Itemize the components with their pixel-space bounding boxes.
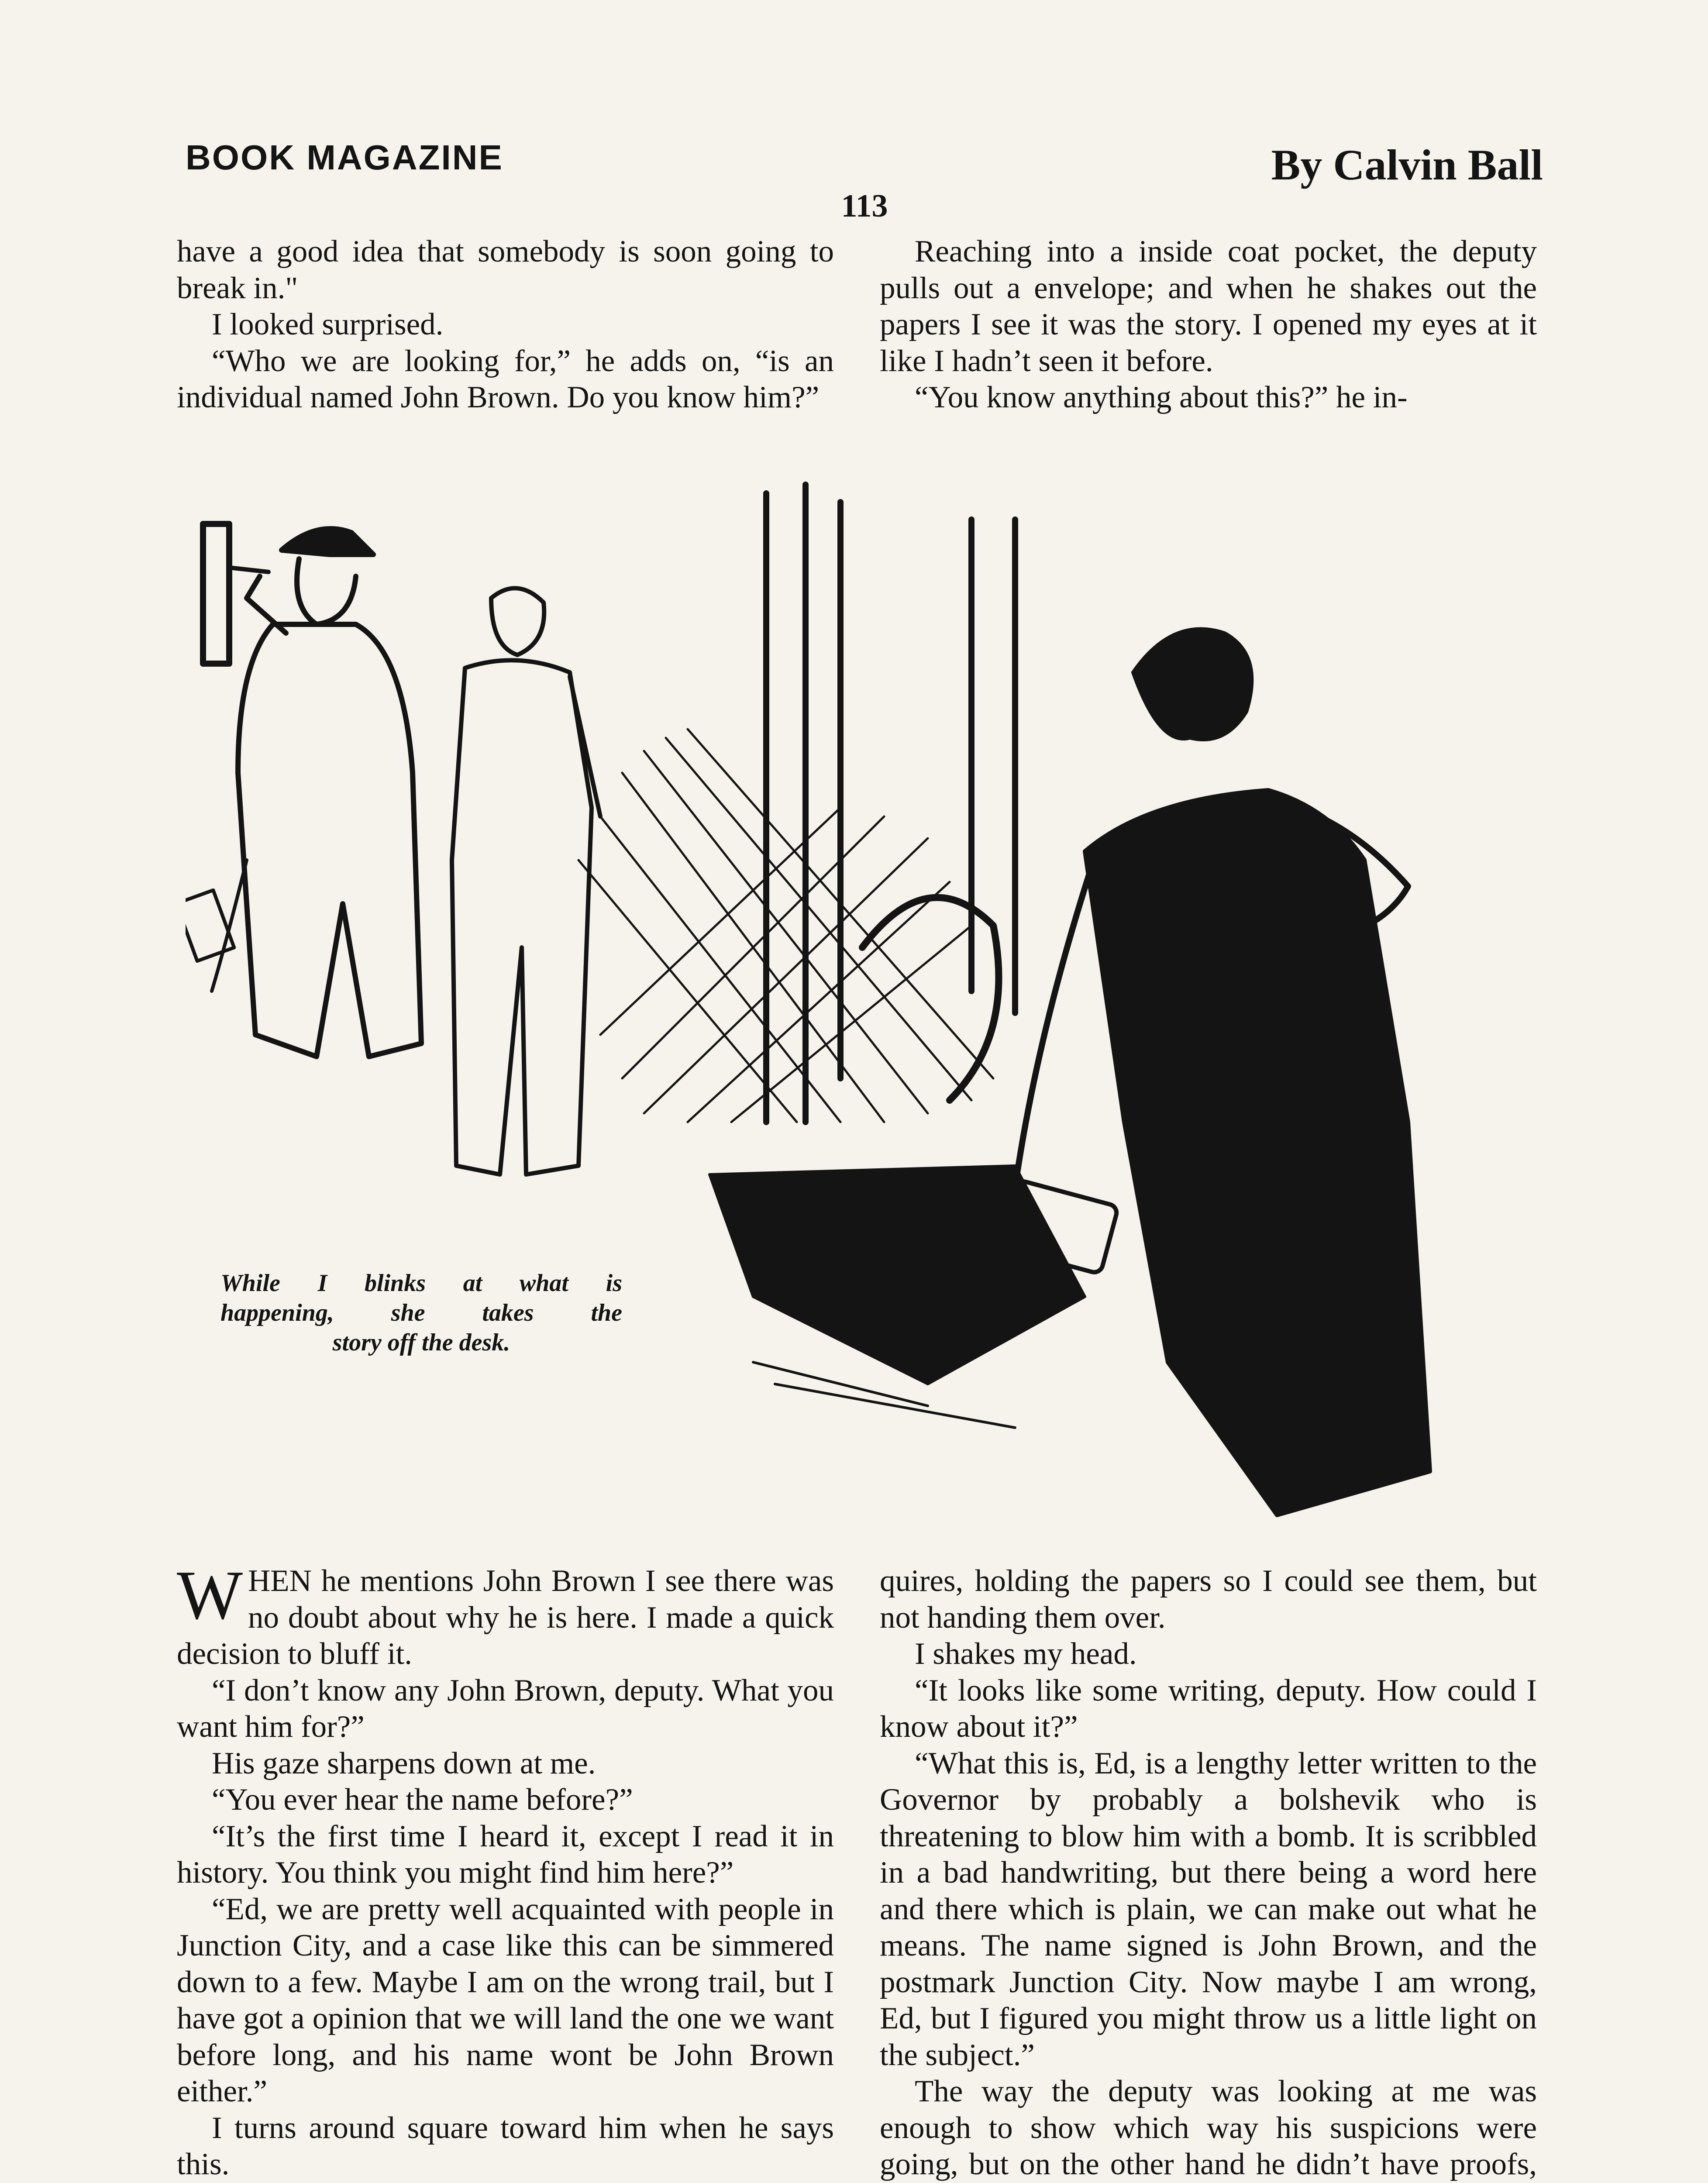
author-byline: By Calvin Ball [1271, 141, 1543, 189]
paragraph: “It’s the first time I heard it, except I read it in history. You think you might find him here?” [177, 1819, 834, 1890]
young-man-figure [452, 588, 600, 1174]
floor-shadow [709, 1166, 1085, 1384]
paragraph: “Ed, we are pretty well acquainted with people in Junction City, and a case like this can be simmered down to a few. Maybe I am on the wrong trail, but I have got a opinion that we will land the one we want before long, and his name wont be John Brown either.” [177, 1892, 834, 2108]
paragraph [177, 1556, 834, 1673]
caption-line: happening, she takes the [220, 1299, 622, 1326]
deputy-figure [186, 529, 421, 1057]
caption-line: story off the desk. [332, 1329, 510, 1356]
column-top-left [177, 234, 834, 416]
paragraph: The way the deputy was looking at me was enough to show which way his suspicions were going, but on the other hand he didn’t have proofs, [880, 2074, 1537, 2181]
paragraph: I turns around square toward him when he says this. [177, 2111, 834, 2181]
paragraph: “What this is, Ed, is a lengthy letter written to the Governor by probably a bolshevik who is threatening to blow him with a bomb. It is scribbled in a bad handwriting, but there being a word here and there which is plain, we can make out what he means. The name signed is John Brown, and the postmark Junction City. Now maybe I am wrong, Ed, but I figured you might throw us a little light on the subject.” [880, 1746, 1537, 2072]
illustration-caption [220, 1268, 622, 1357]
paragraph: “Who we are looking for,” he adds on, “is an individual named John Brown. Do you know him?” [177, 344, 834, 414]
paragraph: Reaching into a inside coat pocket, the deputy pulls out a envelope; and when he shakes out the papers I see it was the story. I opened my eyes at it like I hadn’t seen it before. [880, 234, 1537, 378]
column-top-right [880, 234, 1537, 416]
woman-figure [999, 629, 1430, 1515]
publication-title: BOOK MAGAZINE [186, 138, 503, 177]
caption-line: While I blinks at what is [220, 1270, 622, 1297]
paragraph: “It looks like some writing, deputy. How could I know about it?” [880, 1673, 1537, 1744]
column-bottom-right [880, 1563, 1537, 2183]
paragraph: I looked surprised. [212, 307, 444, 341]
story-illustration [186, 467, 1539, 1559]
column-bottom-left [177, 1556, 834, 2183]
page-number: 113 [841, 188, 888, 224]
paragraph: have a good idea that somebody is soon going to break in." [177, 234, 834, 305]
paragraph-text: HEN he mentions John Brown I see there was no doubt about why he is here. I made a quick decision to bluff it. [177, 1564, 834, 1671]
paragraph: His gaze sharpens down at me. [212, 1746, 596, 1780]
paragraph: “You ever hear the name before?” [212, 1783, 633, 1817]
drop-cap: W [177, 1556, 243, 1634]
paragraph: “You know anything about this?” he in- [915, 380, 1408, 414]
paragraph: I shakes my head. [915, 1637, 1137, 1671]
paragraph: “I don’t know any John Brown, deputy. What you want him for?” [177, 1673, 834, 1744]
doorway-lines [766, 485, 1015, 1122]
hatched-background [579, 729, 993, 1122]
wall-telephone-shape [203, 524, 229, 664]
paragraph: quires, holding the papers so I could see them, but not handing them over. [880, 1564, 1537, 1635]
